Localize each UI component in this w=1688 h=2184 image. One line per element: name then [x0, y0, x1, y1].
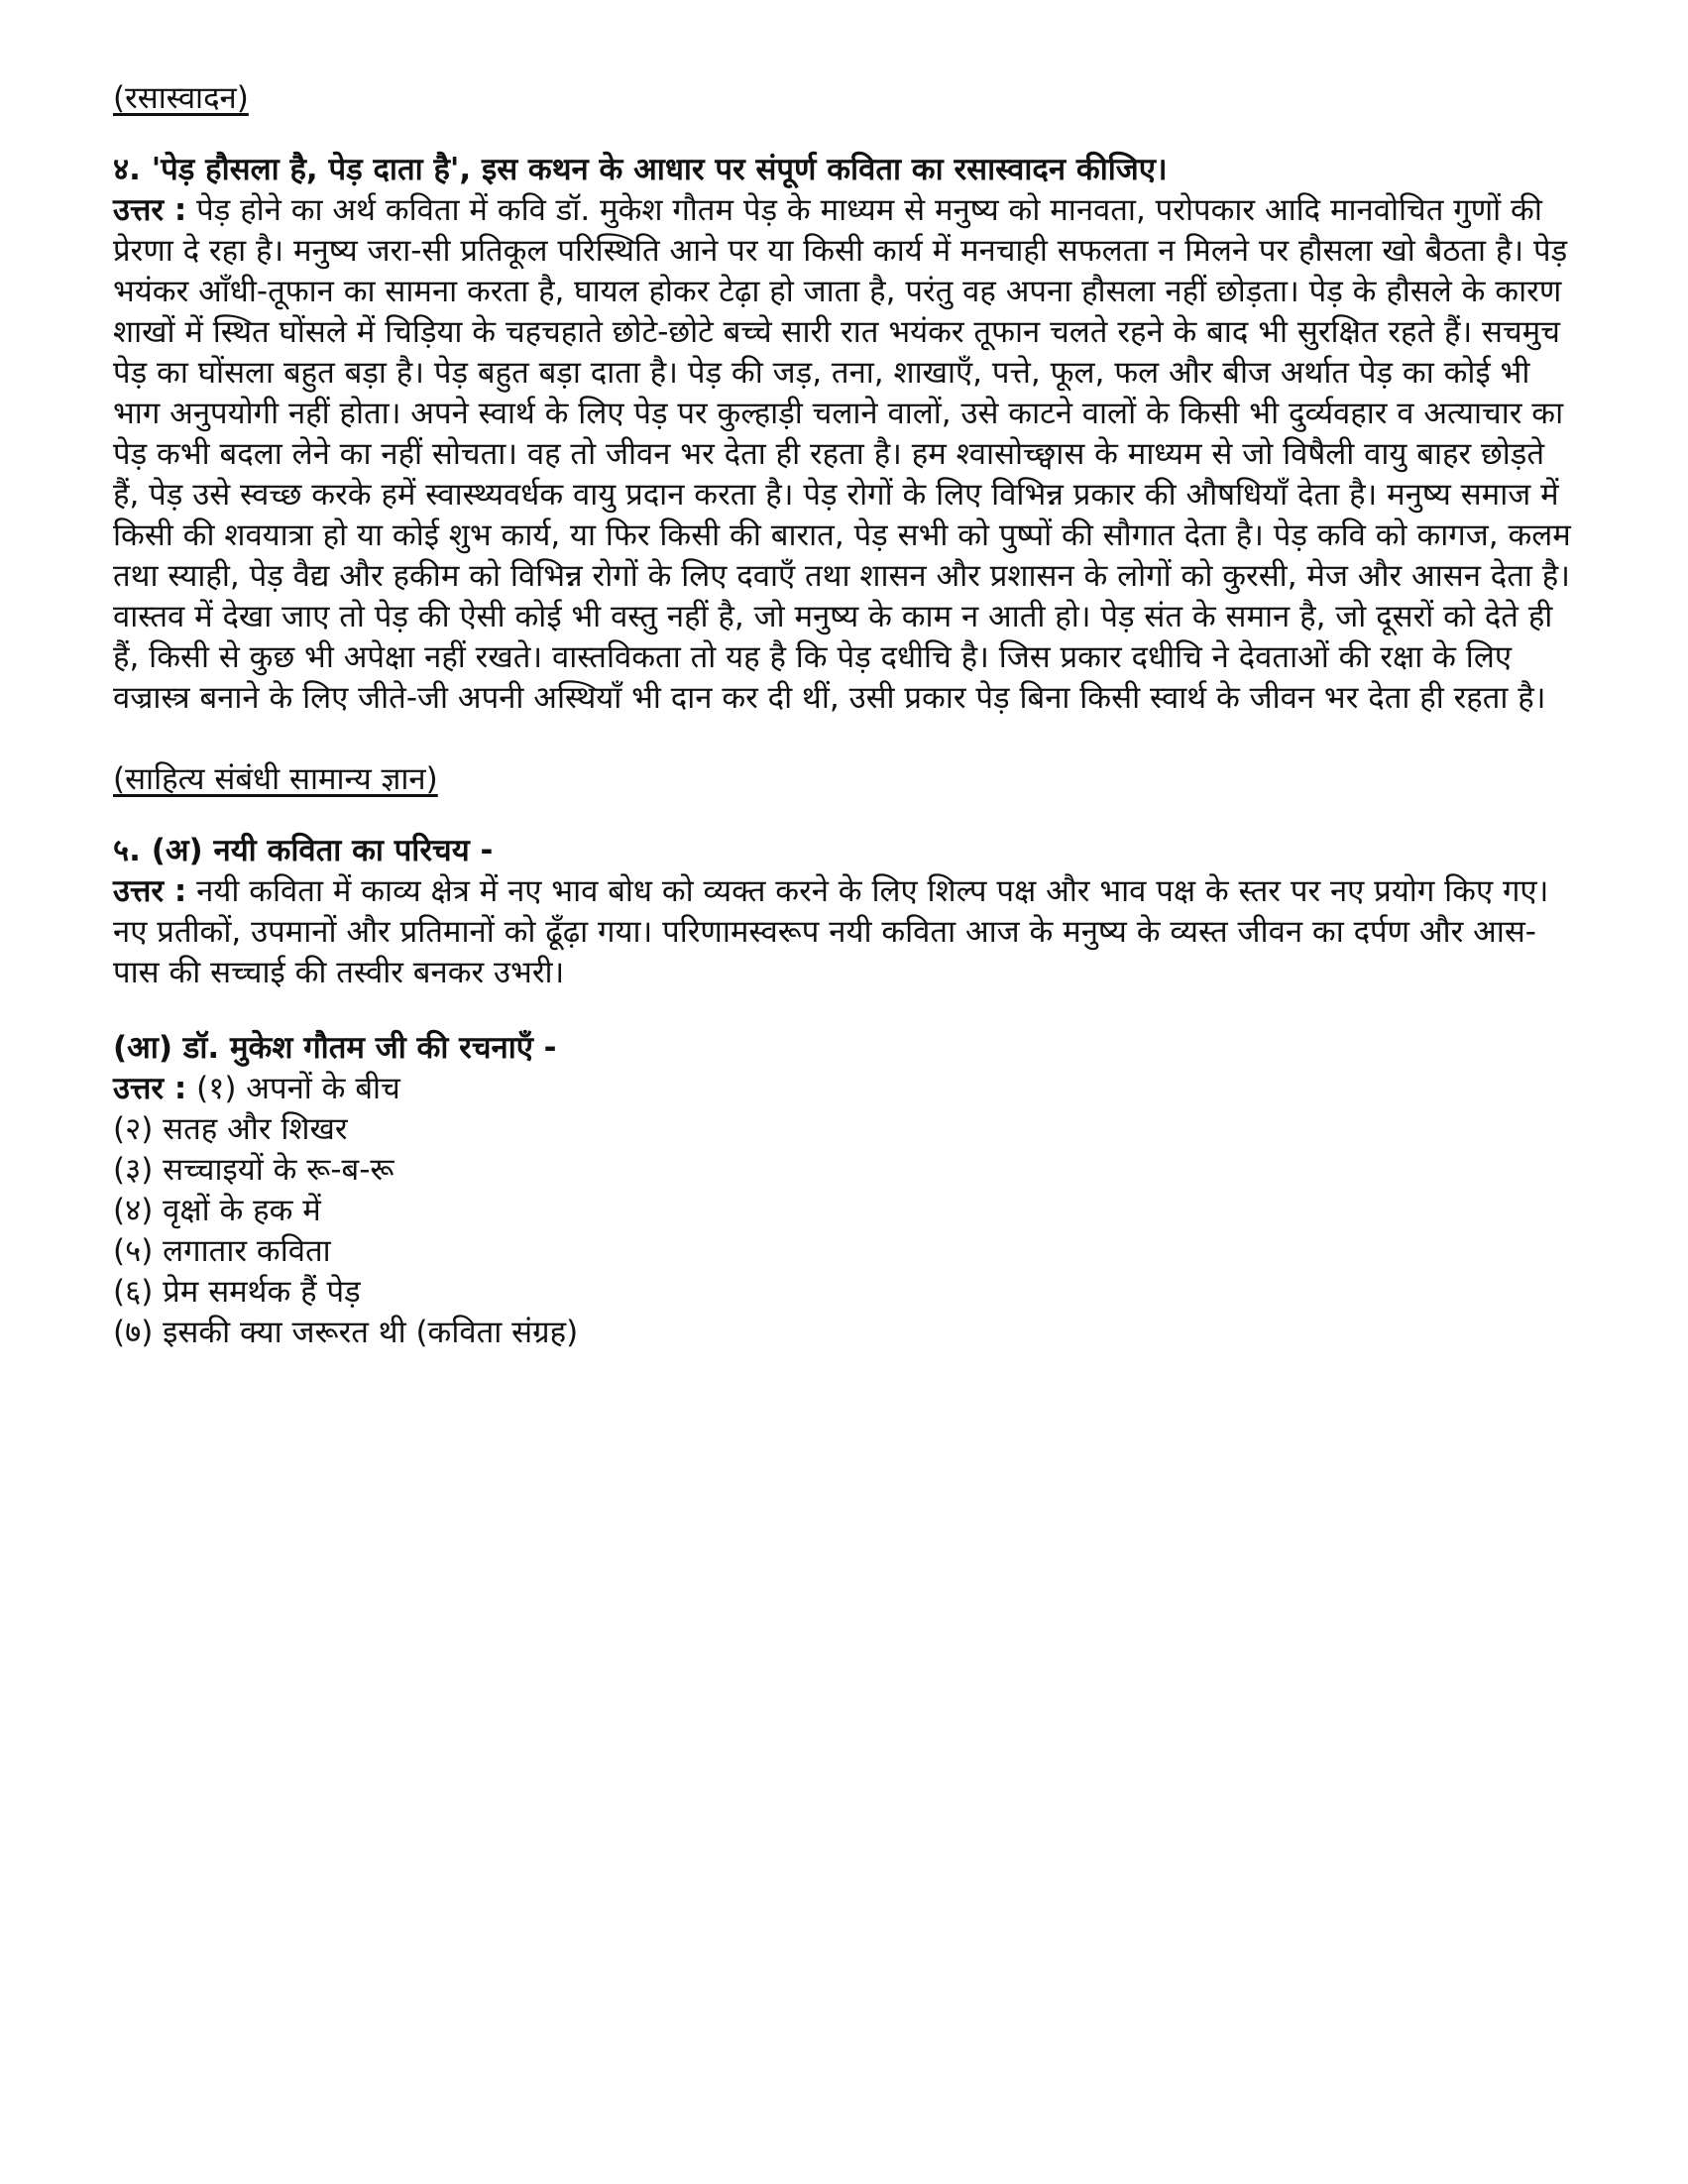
section-heading-rasaswadan: (रसास्वादन) [113, 80, 249, 116]
question-4: ४. 'पेड़ हौसला है, पेड़ दाता है', इस कथन के आधार पर संपूर्ण कविता का रसास्वादन कीजिए। [113, 152, 1168, 187]
list-item-text: (१) अपनों के बीच [196, 1071, 400, 1106]
answer-4 [113, 190, 1580, 719]
document-page [113, 77, 1580, 1353]
list-item: (४) वृक्षों के हक में [113, 1193, 321, 1228]
question-5b: (आ) डॉ. मुकेश गौतम जी की रचनाएँ - [113, 1030, 557, 1066]
question-5a: ५. (अ) नयी कविता का परिचय - [113, 833, 494, 868]
answer-label: उत्तर : [113, 873, 187, 909]
answer-5a-text: नयी कविता में काव्य क्षेत्र में नए भाव बोध को व्यक्त करने के लिए शिल्प पक्ष और भाव पक्ष के स्तर पर नए प्रयोग किए गए। नए प्रतीकों, उपमानों और प्रतिमानों को ढूँढ़ा गया। परिणामस्वरूप नयी कविता आज के मनुष्य के व्यस्त जीवन का दर्पण और आस-पास की सच्चाई की तस्वीर बनकर उभरी। [113, 873, 1549, 990]
works-list [113, 1069, 1580, 1353]
answer-label: उत्तर : [113, 1071, 187, 1106]
list-item: (२) सतह और शिखर [113, 1111, 348, 1147]
list-item: (७) इसकी क्या जरूरत थी (कविता संग्रह) [113, 1315, 579, 1350]
list-item [113, 1069, 1580, 1109]
list-item: (६) प्रेम समर्थक हैं पेड़ [113, 1274, 361, 1310]
list-item: (५) लगातार कविता [113, 1233, 331, 1269]
answer-5a [113, 871, 1580, 993]
list-item: (३) सच्चाइयों के रू-ब-रू [113, 1152, 394, 1188]
section-heading-sahitya: (साहित्य संबंधी सामान्य ज्ञान) [113, 761, 438, 797]
answer-label: उत्तर : [113, 192, 187, 228]
answer-4-text: पेड़ होने का अर्थ कविता में कवि डॉ. मुकेश गौतम पेड़ के माध्यम से मनुष्य को मानवता, परोपकार आदि मानवोचित गुणों की प्रेरणा दे रहा है। मनुष्य जरा-सी प्रतिकूल परिस्थिति आने पर या किसी कार्य में मनचाही सफलता न मिलने पर हौसला खो बैठता है। पेड़ भयंकर आँधी-तूफान का सामना करता है, घायल होकर टेढ़ा हो जाता है, परंतु वह अपना हौसला नहीं छोड़ता। पेड़ के हौसले के कारण शाखों में स्थित घोंसले में चिड़िया के चहचहाते छोटे-छोटे बच्चे सारी रात भयंकर तूफान चलते रहने के बाद भी सुरक्षित रहते हैं। सचमुच पेड़ का घोंसला बहुत बड़ा है। पेड़ बहुत बड़ा दाता है। पेड़ की जड़, तना, शाखाएँ, पत्ते, फूल, फल और बीज अर्थात पेड़ का कोई भी भाग अनुपयोगी नहीं होता। अपने स्वार्थ के लिए पेड़ पर कुल्हाड़ी चलाने वालों, उसे काटने वालों के किसी भी दुर्व्यवहार व अत्याचार का पेड़ कभी बदला लेने का नहीं सोचता। वह तो जीवन भर देता ही रहता है। हम श्वासोच्छ्वास के माध्यम से जो विषैली वायु बाहर छोड़ते हैं, पेड़ उसे स्वच्छ करके हमें स्वास्थ्यवर्धक वायु प्रदान करता है। पेड़ रोगों के लिए विभिन्न प्रकार की औषधियाँ देता है। मनुष्य समाज में किसी की शवयात्रा हो या कोई शुभ कार्य, या फिर किसी की बारात, पेड़ सभी को पुष्पों की सौगात देता है। पेड़ कवि को कागज, कलम तथा स्याही, पेड़ वैद्य और हकीम को विभिन्न रोगों के लिए दवाएँ तथा शासन और प्रशासन के लोगों को कुरसी, मेज और आसन देता है। वास्तव में देखा जाए तो पेड़ की ऐसी कोई भी वस्तु नहीं है, जो मनुष्य के काम न आती हो। पेड़ संत के समान है, जो दूसरों को देते ही हैं, किसी से कुछ भी अपेक्षा नहीं रखते। वास्तविकता तो यह है कि पेड़ दधीचि है। जिस प्रकार दधीचि ने देवताओं की रक्षा के लिए वज्रास्त्र बनाने के लिए जीते-जी अपनी अस्थियाँ भी दान कर दी थीं, उसी प्रकार पेड़ बिना किसी स्वार्थ के जीवन भर देता ही रहता है। [113, 192, 1571, 716]
